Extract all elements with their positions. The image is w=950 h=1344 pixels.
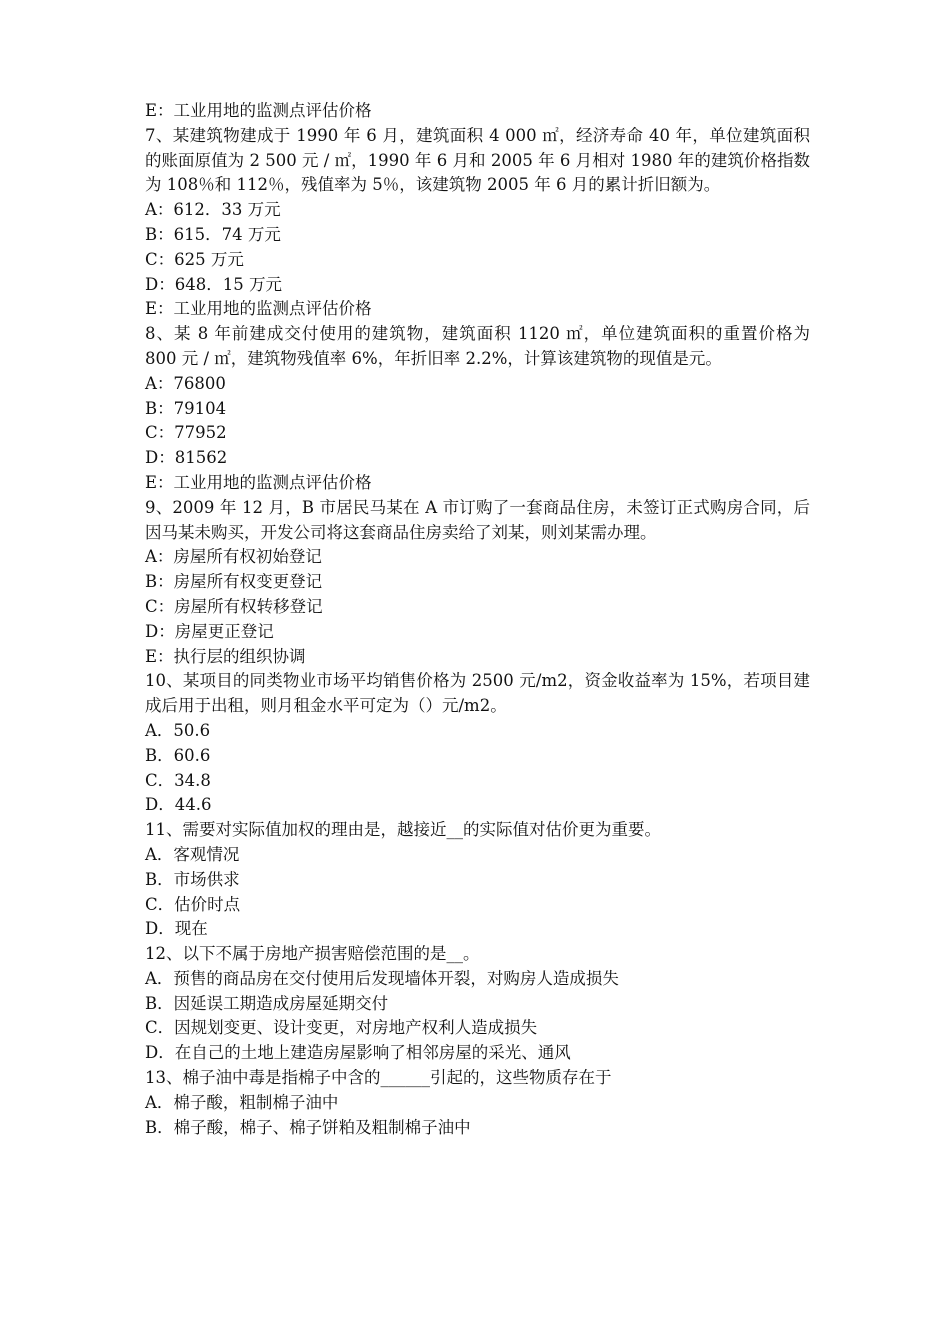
option-d-q10: D．44.6 [145,795,212,815]
option-b-q9: B：房屋所有权变更登记 [145,572,323,592]
option-e-q8: E：工业用地的监测点评估价格 [145,472,372,492]
question-10: 10、某项目的同类物业市场平均销售价格为 2500 元/m2，资金收益率为 15%，若项目建成后用于出租，则月租金水平可定为（）元/m2。 [145,671,810,716]
option-b-q13: B．棉子酸，棉子、棉子饼粕及粗制棉子油中 [145,1117,471,1137]
option-b-q12: B．因延误工期造成房屋延期交付 [145,993,389,1013]
option-c-q9: C：房屋所有权转移登记 [145,596,323,616]
question-9: 9、2009 年 12 月，B 市居民马某在 A 市订购了一套商品住房，未签订正式购房合同，后因马某未购买，开发公司将这套商品住房卖给了刘某，则刘某需办理。 [145,497,810,542]
question-12: 12、以下不属于房地产损害赔偿范围的是__。 [145,944,480,964]
option-a-q10: A．50.6 [145,720,211,740]
question-13: 13、棉子油中毒是指棉子中含的______引起的，这些物质存在于 [145,1068,612,1088]
option-b-q11: B．市场供求 [145,869,240,889]
option-d-q8: D：81562 [145,448,228,468]
option-b-q7: B：615．74 万元 [145,224,281,244]
option-e-q9: E：执行层的组织协调 [145,646,306,666]
option-c-q12: C．因规划变更、设计变更，对房地产权利人造成损失 [145,1018,538,1038]
option-a-q7: A：612．33 万元 [145,200,281,220]
option-c-q8: C：77952 [145,423,227,443]
document-body [145,99,810,1140]
option-b-q10: B．60.6 [145,745,211,765]
question-11: 11、需要对实际值加权的理由是，越接近__的实际值对估价更为重要。 [145,820,661,840]
option-a-q8: A：76800 [145,373,226,393]
question-7: 7、某建筑物建成于 1990 年 6 月，建筑面积 4 000 ㎡，经济寿命 40 年，单位建筑面积的账面原值为 2 500 元 / ㎡，1990 年 6 月和 2005 年 6 月相对 1980 年的建筑价格指数为 108％和 112％，残值率为 5％，该建筑物 2005 年 6 月的累计折旧额为。 [145,125,810,195]
option-d-q9: D：房屋更正登记 [145,621,274,641]
option-a-q12: A．预售的商品房在交付使用后发现墙体开裂，对购房人造成损失 [145,968,619,988]
option-a-q9: A：房屋所有权初始登记 [145,547,322,567]
option-b-q8: B：79104 [145,398,227,418]
question-8: 8、某 8 年前建成交付使用的建筑物，建筑面积 1120 ㎡，单位建筑面积的重置价格为 800 元 / ㎡，建筑物残值率 6%，年折旧率 2.2%，计算该建筑物的现值是元。 [145,324,810,368]
option-c-q11: C．估价时点 [145,894,241,914]
option-e-q7: E：工业用地的监测点评估价格 [145,299,372,319]
option-e-q6: E：工业用地的监测点评估价格 [145,101,372,120]
option-c-q7: C：625 万元 [145,249,244,269]
option-a-q11: A．客观情况 [145,844,240,864]
option-c-q10: C．34.8 [145,770,211,790]
option-d-q12: D．在自己的土地上建造房屋影响了相邻房屋的采光、通风 [145,1043,571,1063]
option-d-q11: D．现在 [145,919,208,939]
option-a-q13: A．棉子酸，粗制棉子油中 [145,1092,339,1112]
option-d-q7: D：648．15 万元 [145,274,282,294]
